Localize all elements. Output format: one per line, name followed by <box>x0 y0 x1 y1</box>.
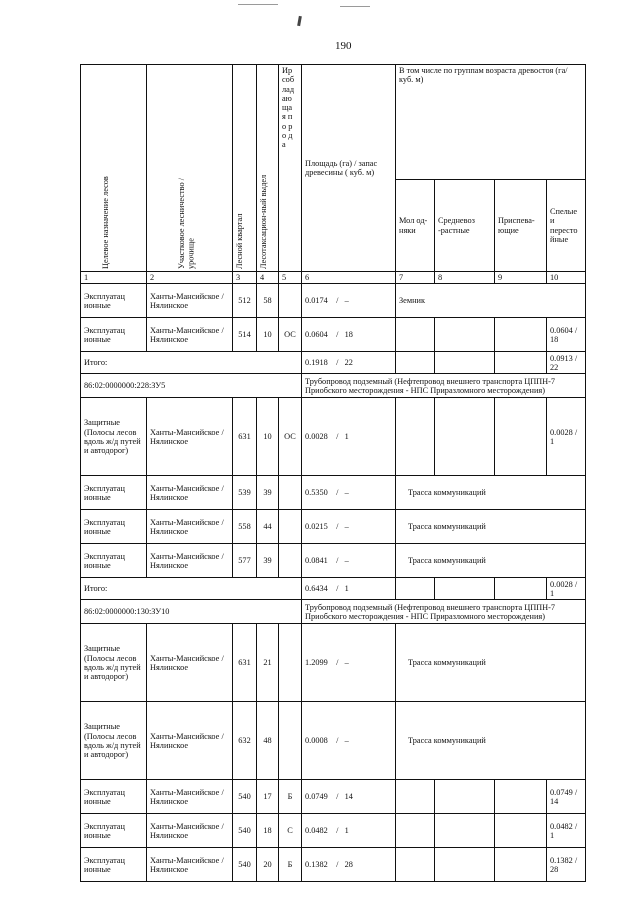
area-cell <box>302 624 396 702</box>
stock-value: – <box>344 658 349 668</box>
area-value: 0.0841 <box>305 556 328 566</box>
premature-cell <box>495 398 547 476</box>
scan-artifact <box>238 4 278 5</box>
district-cell: Ханты-Мансийское / Нялинское <box>147 476 233 510</box>
vydel-cell: 48 <box>257 702 279 780</box>
species-cell <box>279 510 302 544</box>
area-cell <box>302 702 396 780</box>
page-number: 190 <box>335 40 352 52</box>
total-label: Итого: <box>81 352 302 374</box>
forest-table <box>80 64 586 882</box>
table-row <box>81 476 586 510</box>
column-number-row <box>81 272 586 284</box>
area-stock-separator: / <box>327 296 345 306</box>
area-stock-separator: / <box>327 522 345 532</box>
district-cell: Ханты-Мансийское / Нялинское <box>147 544 233 578</box>
total-row <box>81 352 586 374</box>
header-vydel <box>257 65 279 272</box>
premature-cell <box>495 318 547 352</box>
header-purpose-text: Целевое назначение лесов <box>100 176 110 269</box>
stock-value: 28 <box>344 860 353 870</box>
kvartal-cell: 539 <box>233 476 257 510</box>
header-age-group <box>396 65 586 180</box>
middle-cell <box>435 398 495 476</box>
header-purpose <box>81 65 147 272</box>
premature-cell <box>495 848 547 882</box>
area-value: 0.0215 <box>305 522 328 532</box>
cadastral-code: 86:02:0000000:228:ЗУ5 <box>81 374 302 398</box>
section-row <box>81 374 586 398</box>
area-value: 0.0749 <box>305 792 328 802</box>
header-premature-text: Приспева- ющие <box>498 216 535 235</box>
section-description: Трубопровод подземный (Нефтепровод внешнего транспорта ЦППН-7 Приобского месторождения - НПС Приразломного месторождения) <box>302 374 586 398</box>
purpose-cell: Защитные (Полосы лесов вдоль ж/д путей и автодорог) <box>81 702 147 780</box>
section-description: Трубопровод подземный (Нефтепровод внешнего транспорта ЦППН-7 Приобского месторождения - НПС Приразломного месторождения) <box>302 600 586 624</box>
kvartal-cell: 540 <box>233 780 257 814</box>
vydel-cell: 39 <box>257 476 279 510</box>
middle-cell <box>435 780 495 814</box>
area-value: 0.0008 <box>305 736 328 746</box>
header-age-group-text: В том числе по группам возраста древостоя (га/ куб. м) <box>399 66 568 85</box>
young-cell <box>396 848 435 882</box>
area-cell <box>302 814 396 848</box>
vydel-cell: 17 <box>257 780 279 814</box>
district-cell: Ханты-Мансийское / Нялинское <box>147 510 233 544</box>
purpose-cell: Эксплуатац ионные <box>81 780 147 814</box>
area-cell <box>302 780 396 814</box>
middle-cell <box>435 578 495 600</box>
area-stock-separator: / <box>327 584 345 594</box>
district-cell: Ханты-Мансийское / Нялинское <box>147 318 233 352</box>
header-premature <box>495 180 547 272</box>
note-cell: Трасса коммуникаций <box>396 476 586 510</box>
area-cell <box>302 510 396 544</box>
district-cell: Ханты-Мансийское / Нялинское <box>147 398 233 476</box>
premature-cell <box>495 814 547 848</box>
header-row <box>81 65 586 180</box>
middle-cell <box>435 318 495 352</box>
area-cell <box>302 848 396 882</box>
purpose-cell: Эксплуатац ионные <box>81 510 147 544</box>
district-cell: Ханты-Мансийское / Нялинское <box>147 624 233 702</box>
header-kvartal-text: Лесной квартал <box>234 213 244 269</box>
mature-cell: 0.0482 / 1 <box>547 814 586 848</box>
vydel-cell: 44 <box>257 510 279 544</box>
young-cell <box>396 780 435 814</box>
middle-cell <box>435 848 495 882</box>
scan-artifact <box>340 6 370 7</box>
note-cell: Трасса коммуникаций <box>396 702 586 780</box>
species-cell <box>279 702 302 780</box>
area-cell <box>302 544 396 578</box>
species-cell <box>279 284 302 318</box>
mature-cell: 0.1382 / 28 <box>547 848 586 882</box>
species-cell <box>279 476 302 510</box>
species-cell: Б <box>279 848 302 882</box>
stock-value: – <box>344 488 349 498</box>
area-value: 0.0028 <box>305 432 328 442</box>
young-cell <box>396 814 435 848</box>
kvartal-cell: 514 <box>233 318 257 352</box>
purpose-cell: Эксплуатац ионные <box>81 318 147 352</box>
district-cell: Ханты-Мансийское / Нялинское <box>147 284 233 318</box>
header-district-text: Участковое лесничество / урочище <box>176 177 195 269</box>
note-cell: Земник <box>396 284 586 318</box>
species-cell: ОС <box>279 318 302 352</box>
section-row <box>81 600 586 624</box>
area-stock-separator: / <box>327 488 345 498</box>
area-value: 0.5350 <box>305 488 328 498</box>
kvartal-cell: 631 <box>233 624 257 702</box>
note-cell: Трасса коммуникаций <box>396 544 586 578</box>
vydel-cell: 21 <box>257 624 279 702</box>
area-stock-separator: / <box>327 658 345 668</box>
table-row <box>81 848 586 882</box>
kvartal-cell: 558 <box>233 510 257 544</box>
table-row <box>81 398 586 476</box>
total-area-cell <box>302 352 396 374</box>
header-vydel-text: Лесотаксацион-ный выдел <box>258 174 268 269</box>
stock-value: 1 <box>344 432 349 442</box>
district-cell: Ханты-Мансийское / Нялинское <box>147 780 233 814</box>
header-irrigation <box>279 65 302 272</box>
area-stock-separator: / <box>327 792 345 802</box>
header-kvartal <box>233 65 257 272</box>
total-mature-cell: 0.0913 / 22 <box>547 352 586 374</box>
area-stock-separator: / <box>327 432 345 442</box>
mature-cell: 0.0028 / 1 <box>547 398 586 476</box>
header-young-text: Мол од-няки <box>399 216 428 235</box>
species-cell: ОС <box>279 398 302 476</box>
premature-cell <box>495 352 547 374</box>
column-number: 5 <box>279 272 302 284</box>
purpose-cell: Эксплуатац ионные <box>81 476 147 510</box>
total-label: Итого: <box>81 578 302 600</box>
species-cell <box>279 544 302 578</box>
area-value: 0.1382 <box>305 860 328 870</box>
table-row <box>81 624 586 702</box>
column-number: 1 <box>81 272 147 284</box>
table-row <box>81 510 586 544</box>
header-irrigation-text: Ир соб лад аю ща я по ро да <box>282 66 295 150</box>
header-area <box>302 65 396 272</box>
stock-value: – <box>344 736 349 746</box>
young-cell <box>396 352 435 374</box>
kvartal-cell: 577 <box>233 544 257 578</box>
mature-cell: 0.0749 / 14 <box>547 780 586 814</box>
area-stock-separator: / <box>327 736 345 746</box>
area-stock-separator: / <box>327 556 345 566</box>
area-stock-separator: / <box>327 826 345 836</box>
area-value: 0.0482 <box>305 826 328 836</box>
column-number: 9 <box>495 272 547 284</box>
vydel-cell: 58 <box>257 284 279 318</box>
cadastral-code: 86:02:0000000:130:ЗУ10 <box>81 600 302 624</box>
vydel-cell: 39 <box>257 544 279 578</box>
young-cell <box>396 578 435 600</box>
area-stock-separator: / <box>327 358 345 368</box>
species-cell: Б <box>279 780 302 814</box>
stock-value: – <box>344 296 349 306</box>
scan-mark <box>297 16 302 26</box>
kvartal-cell: 540 <box>233 848 257 882</box>
district-cell: Ханты-Мансийское / Нялинское <box>147 814 233 848</box>
middle-cell <box>435 352 495 374</box>
vydel-cell: 20 <box>257 848 279 882</box>
young-cell <box>396 398 435 476</box>
header-district <box>147 65 233 272</box>
kvartal-cell: 512 <box>233 284 257 318</box>
stock-value: – <box>344 556 349 566</box>
mature-cell: 0.0604 / 18 <box>547 318 586 352</box>
table-row <box>81 702 586 780</box>
table-row <box>81 780 586 814</box>
species-cell <box>279 624 302 702</box>
header-middle-text: Средневоз -растные <box>438 216 475 235</box>
stock-value: 14 <box>344 792 353 802</box>
area-cell <box>302 284 396 318</box>
district-cell: Ханты-Мансийское / Нялинское <box>147 848 233 882</box>
middle-cell <box>435 814 495 848</box>
column-number: 10 <box>547 272 586 284</box>
vydel-cell: 18 <box>257 814 279 848</box>
header-middle <box>435 180 495 272</box>
total-area-cell <box>302 578 396 600</box>
stock-value: – <box>344 522 349 532</box>
header-area-text: Площадь (га) / запас древесины ( куб. м) <box>305 158 378 177</box>
kvartal-cell: 632 <box>233 702 257 780</box>
kvartal-cell: 540 <box>233 814 257 848</box>
purpose-cell: Эксплуатац ионные <box>81 544 147 578</box>
area-stock-separator: / <box>327 860 345 870</box>
district-cell: Ханты-Мансийское / Нялинское <box>147 702 233 780</box>
column-number: 8 <box>435 272 495 284</box>
total-area-value: 0.1918 <box>305 358 328 368</box>
area-cell <box>302 476 396 510</box>
purpose-cell: Защитные (Полосы лесов вдоль ж/д путей и автодорог) <box>81 398 147 476</box>
note-cell: Трасса коммуникаций <box>396 624 586 702</box>
premature-cell <box>495 780 547 814</box>
column-number: 2 <box>147 272 233 284</box>
table-row <box>81 544 586 578</box>
area-stock-separator: / <box>327 330 345 340</box>
area-cell <box>302 318 396 352</box>
area-cell <box>302 398 396 476</box>
young-cell <box>396 318 435 352</box>
table-row <box>81 318 586 352</box>
total-stock-value: 1 <box>344 584 349 594</box>
premature-cell <box>495 578 547 600</box>
purpose-cell: Эксплуатац ионные <box>81 814 147 848</box>
total-stock-value: 22 <box>344 358 353 368</box>
header-mature <box>547 180 586 272</box>
area-value: 1.2099 <box>305 658 328 668</box>
purpose-cell: Эксплуатац ионные <box>81 848 147 882</box>
table-row <box>81 284 586 318</box>
header-young <box>396 180 435 272</box>
area-value: 0.0174 <box>305 296 328 306</box>
vydel-cell: 10 <box>257 318 279 352</box>
total-row <box>81 578 586 600</box>
stock-value: 1 <box>344 826 349 836</box>
column-number: 7 <box>396 272 435 284</box>
table-row <box>81 814 586 848</box>
vydel-cell: 10 <box>257 398 279 476</box>
total-mature-cell: 0.0028 / 1 <box>547 578 586 600</box>
total-area-value: 0.6434 <box>305 584 328 594</box>
species-cell: С <box>279 814 302 848</box>
purpose-cell: Эксплуатац ионные <box>81 284 147 318</box>
note-cell: Трасса коммуникаций <box>396 510 586 544</box>
stock-value: 18 <box>344 330 353 340</box>
column-number: 3 <box>233 272 257 284</box>
kvartal-cell: 631 <box>233 398 257 476</box>
column-number: 6 <box>302 272 396 284</box>
area-value: 0.0604 <box>305 330 328 340</box>
column-number: 4 <box>257 272 279 284</box>
header-mature-text: Спелые и пересто йные <box>550 206 578 244</box>
purpose-cell: Защитные (Полосы лесов вдоль ж/д путей и автодорог) <box>81 624 147 702</box>
